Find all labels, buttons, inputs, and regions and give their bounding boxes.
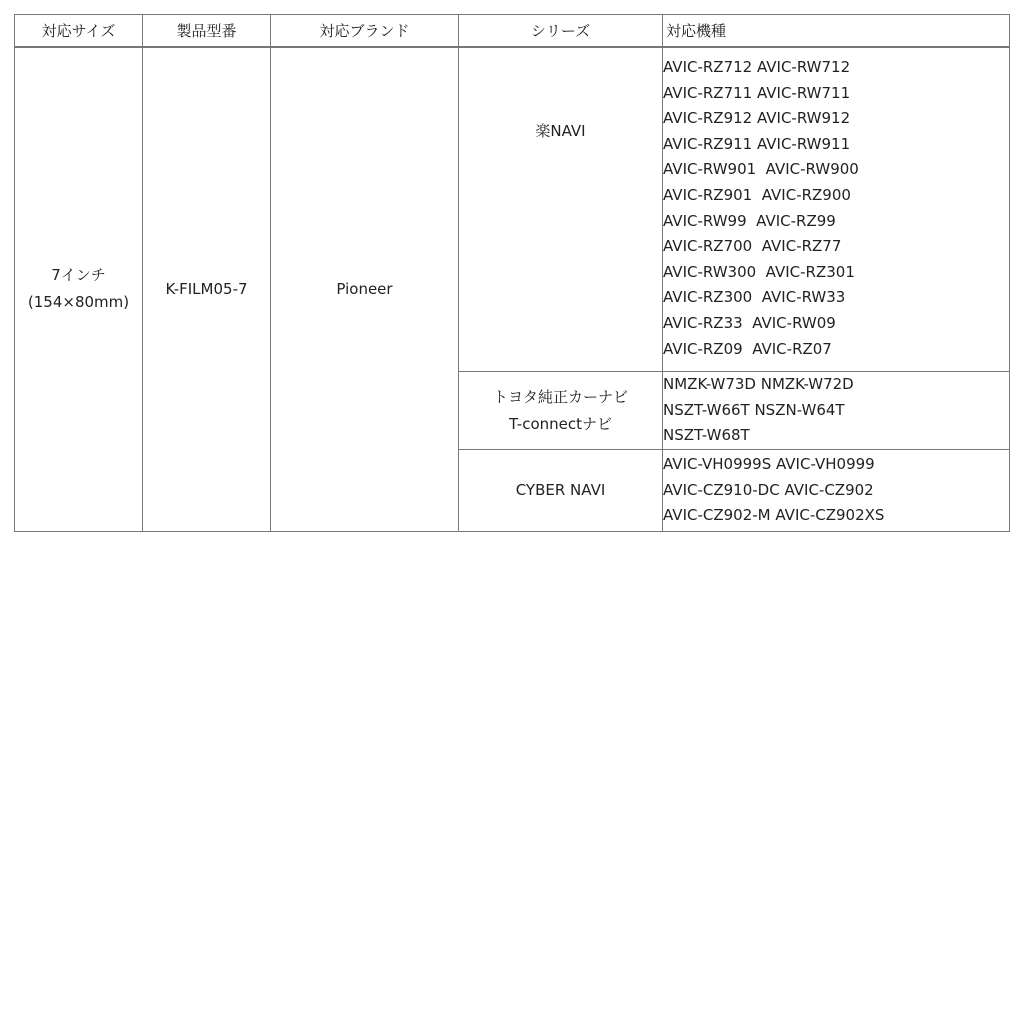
model-line: NSZT-W68T (663, 426, 750, 445)
size-line1: 7インチ (51, 266, 106, 285)
model-line: NMZK-W73D NMZK-W72D (663, 375, 854, 394)
series-cell-rakunavi (459, 47, 663, 372)
models-cell-cybernavi (663, 449, 1010, 531)
model-line: AVIC-RZ911 AVIC-RW911 (663, 134, 851, 153)
series-name-line1: トヨタ純正カーナビ (492, 387, 628, 406)
header-size: 対応サイズ (15, 15, 143, 48)
model-line: AVIC-RZ912 AVIC-RW912 (663, 109, 851, 128)
model-line: AVIC-RZ09 AVIC-RZ07 (663, 339, 832, 358)
series-cell-toyota (459, 372, 663, 450)
model-line: AVIC-RZ901 AVIC-RZ900 (663, 185, 851, 204)
product-code-cell: K-FILM05-7 (143, 47, 271, 531)
size-cell (15, 47, 143, 531)
model-line: AVIC-RW901 AVIC-RW900 (663, 160, 859, 179)
model-line: AVIC-RZ712 AVIC-RW712 (663, 58, 851, 76)
models-cell-rakunavi (663, 47, 1010, 372)
model-line: AVIC-RZ700 AVIC-RZ77 (663, 237, 842, 256)
header-brand: 対応ブランド (271, 15, 459, 48)
series-cell-cybernavi: CYBER NAVI (459, 449, 663, 531)
model-line: AVIC-RW99 AVIC-RZ99 (663, 211, 836, 230)
model-line: AVIC-RZ300 AVIC-RW33 (663, 288, 846, 307)
header-compatible-models: 対応機種 (663, 15, 1010, 48)
header-row (15, 15, 1010, 48)
model-line: AVIC-VH0999S AVIC-VH0999 (663, 455, 875, 474)
model-line: AVIC-RZ33 AVIC-RW09 (663, 313, 836, 332)
table-row (15, 47, 1010, 372)
header-product-code: 製品型番 (143, 15, 271, 48)
series-name-line2: T-connectナビ (509, 414, 612, 433)
compatibility-table (14, 14, 1010, 532)
series-name: 楽NAVI (535, 122, 586, 141)
model-line: NSZT-W66T NSZN-W64T (663, 400, 845, 419)
model-line: AVIC-RZ711 AVIC-RW711 (663, 83, 851, 102)
models-cell-toyota (663, 372, 1010, 450)
model-line: AVIC-RW300 AVIC-RZ301 (663, 262, 855, 281)
size-line2: (154×80mm) (27, 293, 130, 312)
header-series: シリーズ (459, 15, 663, 48)
brand-cell: Pioneer (271, 47, 459, 531)
model-line: AVIC-CZ910-DC AVIC-CZ902 (663, 480, 874, 499)
model-line: AVIC-CZ902-M AVIC-CZ902XS (663, 506, 885, 525)
